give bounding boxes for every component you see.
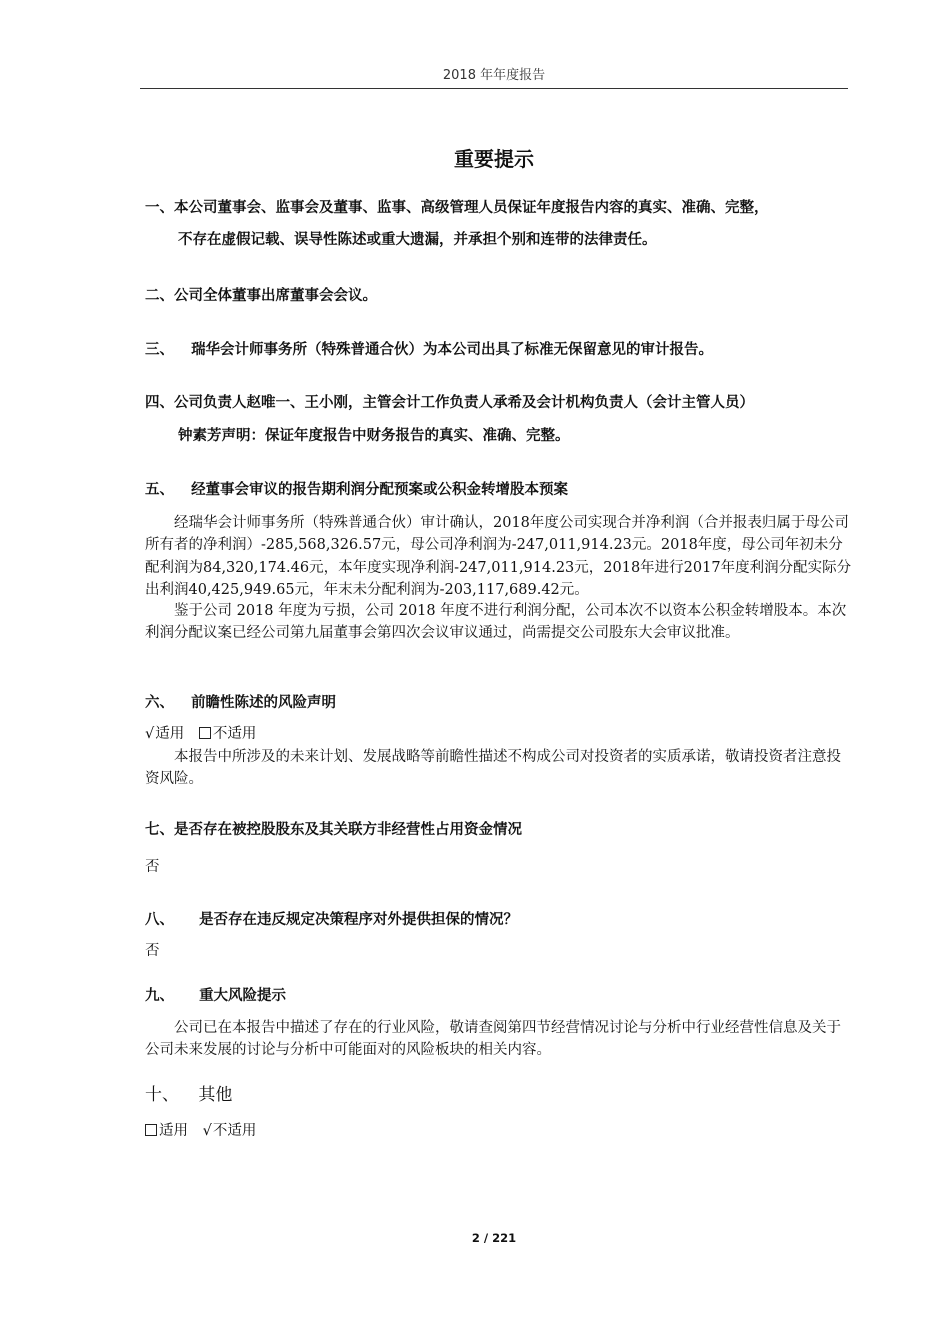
section-8-heading (145, 910, 853, 930)
section-5-title: 经董事会审议的报告期利润分配预案或公积金转增股本预案 (191, 482, 569, 498)
report-title: 2018 年年度报告 (442, 68, 546, 83)
section-10-number: 十、 (145, 1085, 179, 1105)
applicable-label: 适用 (159, 1123, 188, 1139)
section-4-line-1: 四、公司负责人赵唯一、王小刚，主管会计工作负责人承希及会计机构负责人（会计主管人员） (145, 395, 754, 411)
page-header (140, 66, 848, 89)
section-5-paragraph-2: 鉴于公司 2018 年度为亏损，公司 2018 年度不进行利润分配，公司本次不以资本公积金转增股本。本次利润分配议案已经公司第九届董事会第四次会议审议通过，尚需提交公司股东大会审议批准。 (145, 603, 847, 642)
section-7-heading: 七、是否存在被控股股东及其关联方非经营性占用资金情况 (145, 822, 522, 838)
applicable-label: 适用 (155, 726, 185, 742)
section-5-number: 五、 (145, 482, 174, 498)
section-1-line-2: 不存在虚假记载、误导性陈述或重大遗漏，并承担个别和连带的法律责任。 (178, 232, 657, 248)
section-6-number: 六、 (145, 695, 174, 711)
check-mark-icon: √ (202, 1123, 212, 1139)
section-8-answer: 否 (145, 943, 160, 959)
section-9-heading (145, 986, 853, 1006)
page-title: 重要提示 (454, 147, 534, 171)
section-9-title: 重大风险提示 (199, 988, 287, 1004)
section-4-line-2: 钟素芳声明：保证年度报告中财务报告的真实、准确、完整。 (178, 428, 570, 444)
section-8-title: 是否存在违反规定决策程序对外提供担保的情况？ (199, 912, 519, 928)
section-5-heading (145, 480, 853, 500)
not-applicable-label: 不适用 (212, 726, 257, 742)
section-3 (145, 340, 853, 360)
section-10-title: 其他 (198, 1085, 233, 1105)
section-3-number: 三、 (145, 342, 174, 358)
section-1-line-1: 一、本公司董事会、监事会及董事、监事、高级管理人员保证年度报告内容的真实、准确、完整， (145, 200, 769, 216)
empty-checkbox-icon (145, 1124, 157, 1136)
section-2: 二、公司全体董事出席董事会会议。 (145, 288, 377, 304)
section-7-answer: 否 (145, 859, 160, 875)
section-10-applicability (145, 1121, 256, 1141)
section-9-paragraph: 公司已在本报告中描述了存在的行业风险，敬请查阅第四节经营情况讨论与分析中行业经营性信息及关于公司未来发展的讨论与分析中可能面对的风险板块的相关内容。 (145, 1020, 841, 1059)
empty-checkbox-icon (199, 727, 211, 739)
section-5-paragraph-1: 经瑞华会计师事务所（特殊普通合伙）审计确认，2018年度公司实现合并净利润（合并报表归属于母公司所有者的净利润）-285,568,326.57元，母公司净利润为-247,011,914.23元。2018年度，母公司年初未分配利润为84,320,174.46元，本年度实现净利润-247,011,914.23元，2018年进行2017年度利润分配实际分出利润40,425,949.65元，年末未分配利润为-203,117,689.42元。 (145, 515, 852, 598)
section-6-title: 前瞻性陈述的风险声明 (191, 695, 337, 711)
section-3-text: 瑞华会计师事务所（特殊普通合伙）为本公司出具了标准无保留意见的审计报告。 (191, 342, 714, 358)
section-6-applicability (145, 724, 256, 744)
check-mark-icon: √ (145, 726, 155, 742)
section-9-number: 九、 (145, 988, 174, 1004)
section-8-number: 八、 (145, 912, 174, 928)
section-10-heading (145, 1083, 232, 1107)
not-applicable-label: 不适用 (212, 1123, 257, 1139)
section-6-heading (145, 693, 853, 713)
section-6-paragraph: 本报告中所涉及的未来计划、发展战略等前瞻性描述不构成公司对投资者的实质承诺，敬请投资者注意投资风险。 (145, 749, 841, 788)
page-number: 2 / 221 (471, 1231, 517, 1245)
